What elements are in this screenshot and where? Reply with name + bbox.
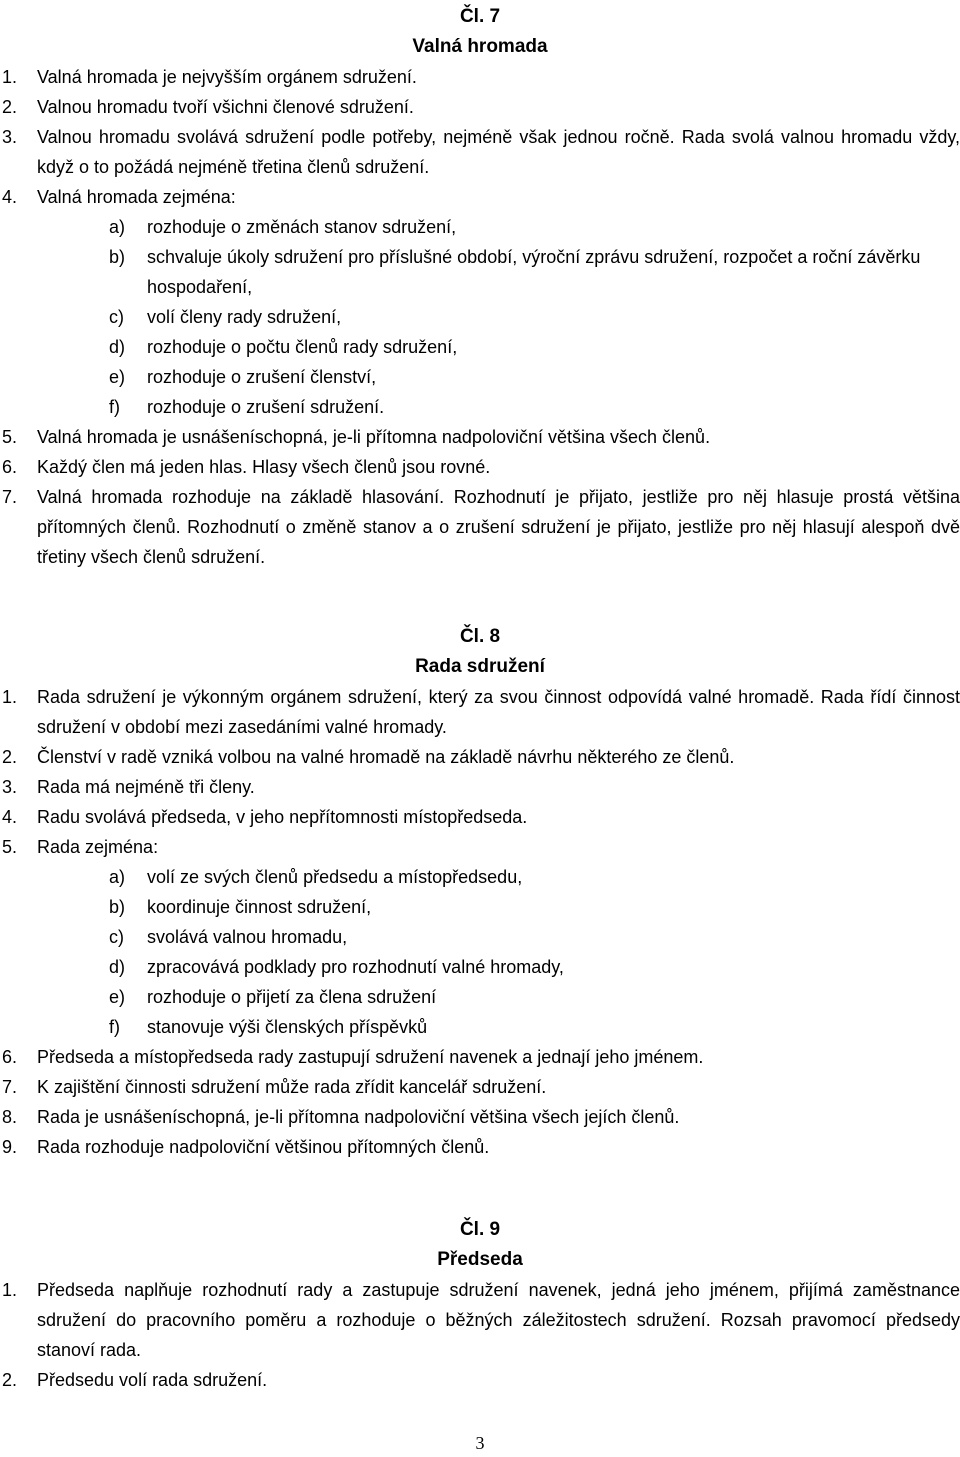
sub-text: volí ze svých členů předsedu a místopředsedu, [147,867,523,887]
article-title: Předseda [437,1249,523,1270]
item-number: 6. [2,1047,18,1067]
article-title: Rada sdružení [415,656,545,677]
sub-letter: a) [109,867,126,887]
sub-item [0,862,960,892]
sub-item [0,922,960,952]
article-title: Valná hromada [412,36,548,57]
list-item [0,1042,960,1072]
item-text: Valná hromada je usnášeníschopná, je-li přítomna nadpoloviční většina všech členů. [37,427,711,447]
item-text: Radu svolává předseda, v jeho nepřítomnosti místopředseda. [37,807,528,827]
sub-item [0,1012,960,1042]
sub-text: koordinuje činnost sdružení, [147,897,372,917]
sub-item [0,212,960,242]
sub-item [0,952,960,982]
sub-text: rozhoduje o počtu členů rady sdružení, [147,337,458,357]
item-text: Rada zejména: [37,837,159,857]
list-item [0,482,960,572]
item-number: 2. [2,1370,18,1390]
sub-item [0,392,960,422]
article-number: Čl. 8 [459,626,501,647]
list-item [0,1132,960,1162]
item-text: Členství v radě vzniká volbou na valné hromadě na základě návrhu některého ze členů. [37,747,735,767]
sub-letter: b) [109,897,126,917]
sub-letter: c) [109,927,124,947]
list-item [0,1275,960,1365]
article-number: Čl. 9 [459,1219,501,1240]
sub-letter: b) [109,247,126,267]
list-item [0,742,960,772]
sub-text: svolává valnou hromadu, [147,927,348,947]
sub-item [0,982,960,1012]
sub-text: schvaluje úkoly sdružení pro příslušné období, výroční zprávu sdružení, rozpočet a roční závěrku hospodaření, [147,247,921,297]
list-item [0,1102,960,1132]
item-number: 1. [2,1280,18,1300]
item-number: 4. [2,807,18,827]
sub-item [0,362,960,392]
item-number: 8. [2,1107,18,1127]
article-7 [0,2,960,572]
item-text: Rada je usnášeníschopná, je-li přítomna nadpoloviční většina všech jejích členů. [37,1107,680,1127]
item-text: Každý člen má jeden hlas. Hlasy všech členů jsou rovné. [37,457,491,477]
list-item [0,1365,960,1395]
sub-letter: f) [109,397,120,417]
sub-text: zpracovává podklady pro rozhodnutí valné hromady, [147,957,564,977]
item-number: 5. [2,837,18,857]
item-number: 4. [2,187,18,207]
item-number: 3. [2,777,18,797]
item-number: 9. [2,1137,18,1157]
item-text: Valná hromada je nejvyšším orgánem sdružení. [37,67,417,87]
sub-letter: a) [109,217,126,237]
list-item [0,452,960,482]
sub-item [0,302,960,332]
item-text: Valnou hromadu tvoří všichni členové sdružení. [37,97,414,117]
article-9 [0,1215,960,1395]
item-number: 2. [2,97,18,117]
item-text: Valnou hromadu svolává sdružení podle potřeby, nejméně však jednou ročně. Rada svolá valnou hromadu vždy, když o to požádá nejméně třetina členů sdružení. [37,127,960,177]
page-number: 3 [475,1433,485,1453]
item-text: Rada sdružení je výkonným orgánem sdružení, který za svou činnost odpovídá valné hromadě. Rada řídí činnost sdružení v období mezi zasedáními valné hromady. [37,687,960,737]
item-number: 1. [2,687,18,707]
list-item [0,182,960,212]
sub-item [0,892,960,922]
list-item [0,92,960,122]
article-8 [0,622,960,1162]
sub-letter: e) [109,987,126,1007]
sub-text: volí členy rady sdružení, [147,307,342,327]
sub-text: rozhoduje o změnách stanov sdružení, [147,217,457,237]
item-text: K zajištění činnosti sdružení může rada zřídit kancelář sdružení. [37,1077,547,1097]
item-number: 5. [2,427,18,447]
item-number: 3. [2,127,18,147]
item-text: Rada má nejméně tři členy. [37,777,255,797]
sub-text: stanovuje výši členských příspěvků [147,1017,428,1037]
sub-letter: f) [109,1017,120,1037]
item-text: Předsedu volí rada sdružení. [37,1370,268,1390]
item-number: 7. [2,487,18,507]
item-text: Valná hromada zejména: [37,187,236,207]
list-item [0,422,960,452]
sub-item [0,242,960,302]
sub-text: rozhoduje o zrušení členství, [147,367,377,387]
item-number: 2. [2,747,18,767]
sub-letter: e) [109,367,126,387]
list-item [0,62,960,92]
item-text: Předseda naplňuje rozhodnutí rady a zastupuje sdružení navenek, jedná jeho jménem, přijímá zaměstnance sdružení do pracovního poměru a rozhoduje o běžných záležitostech sdružení. Rozsah pravomocí předsedy stanoví rada. [37,1280,960,1360]
item-number: 6. [2,457,18,477]
item-number: 1. [2,67,18,87]
sub-text: rozhoduje o přijetí za člena sdružení [147,987,437,1007]
item-text: Rada rozhoduje nadpoloviční většinou přítomných členů. [37,1137,490,1157]
list-item [0,122,960,182]
article-number: Čl. 7 [459,6,501,27]
sub-letter: c) [109,307,124,327]
item-number: 7. [2,1077,18,1097]
sub-text: rozhoduje o zrušení sdružení. [147,397,385,417]
list-item [0,772,960,802]
sub-letter: d) [109,337,126,357]
item-text: Předseda a místopředseda rady zastupují sdružení navenek a jednají jeho jménem. [37,1047,704,1067]
list-item [0,682,960,742]
list-item [0,1072,960,1102]
sub-letter: d) [109,957,126,977]
list-item [0,832,960,862]
list-item [0,802,960,832]
item-text: Valná hromada rozhoduje na základě hlasování. Rozhodnutí je přijato, jestliže pro něj hlasuje prostá většina přítomných členů. Rozhodnutí o změně stanov a o zrušení sdružení je přijato, jestliže pro něj hlasují alespoň dvě třetiny všech členů sdružení. [37,487,960,567]
sub-item [0,332,960,362]
